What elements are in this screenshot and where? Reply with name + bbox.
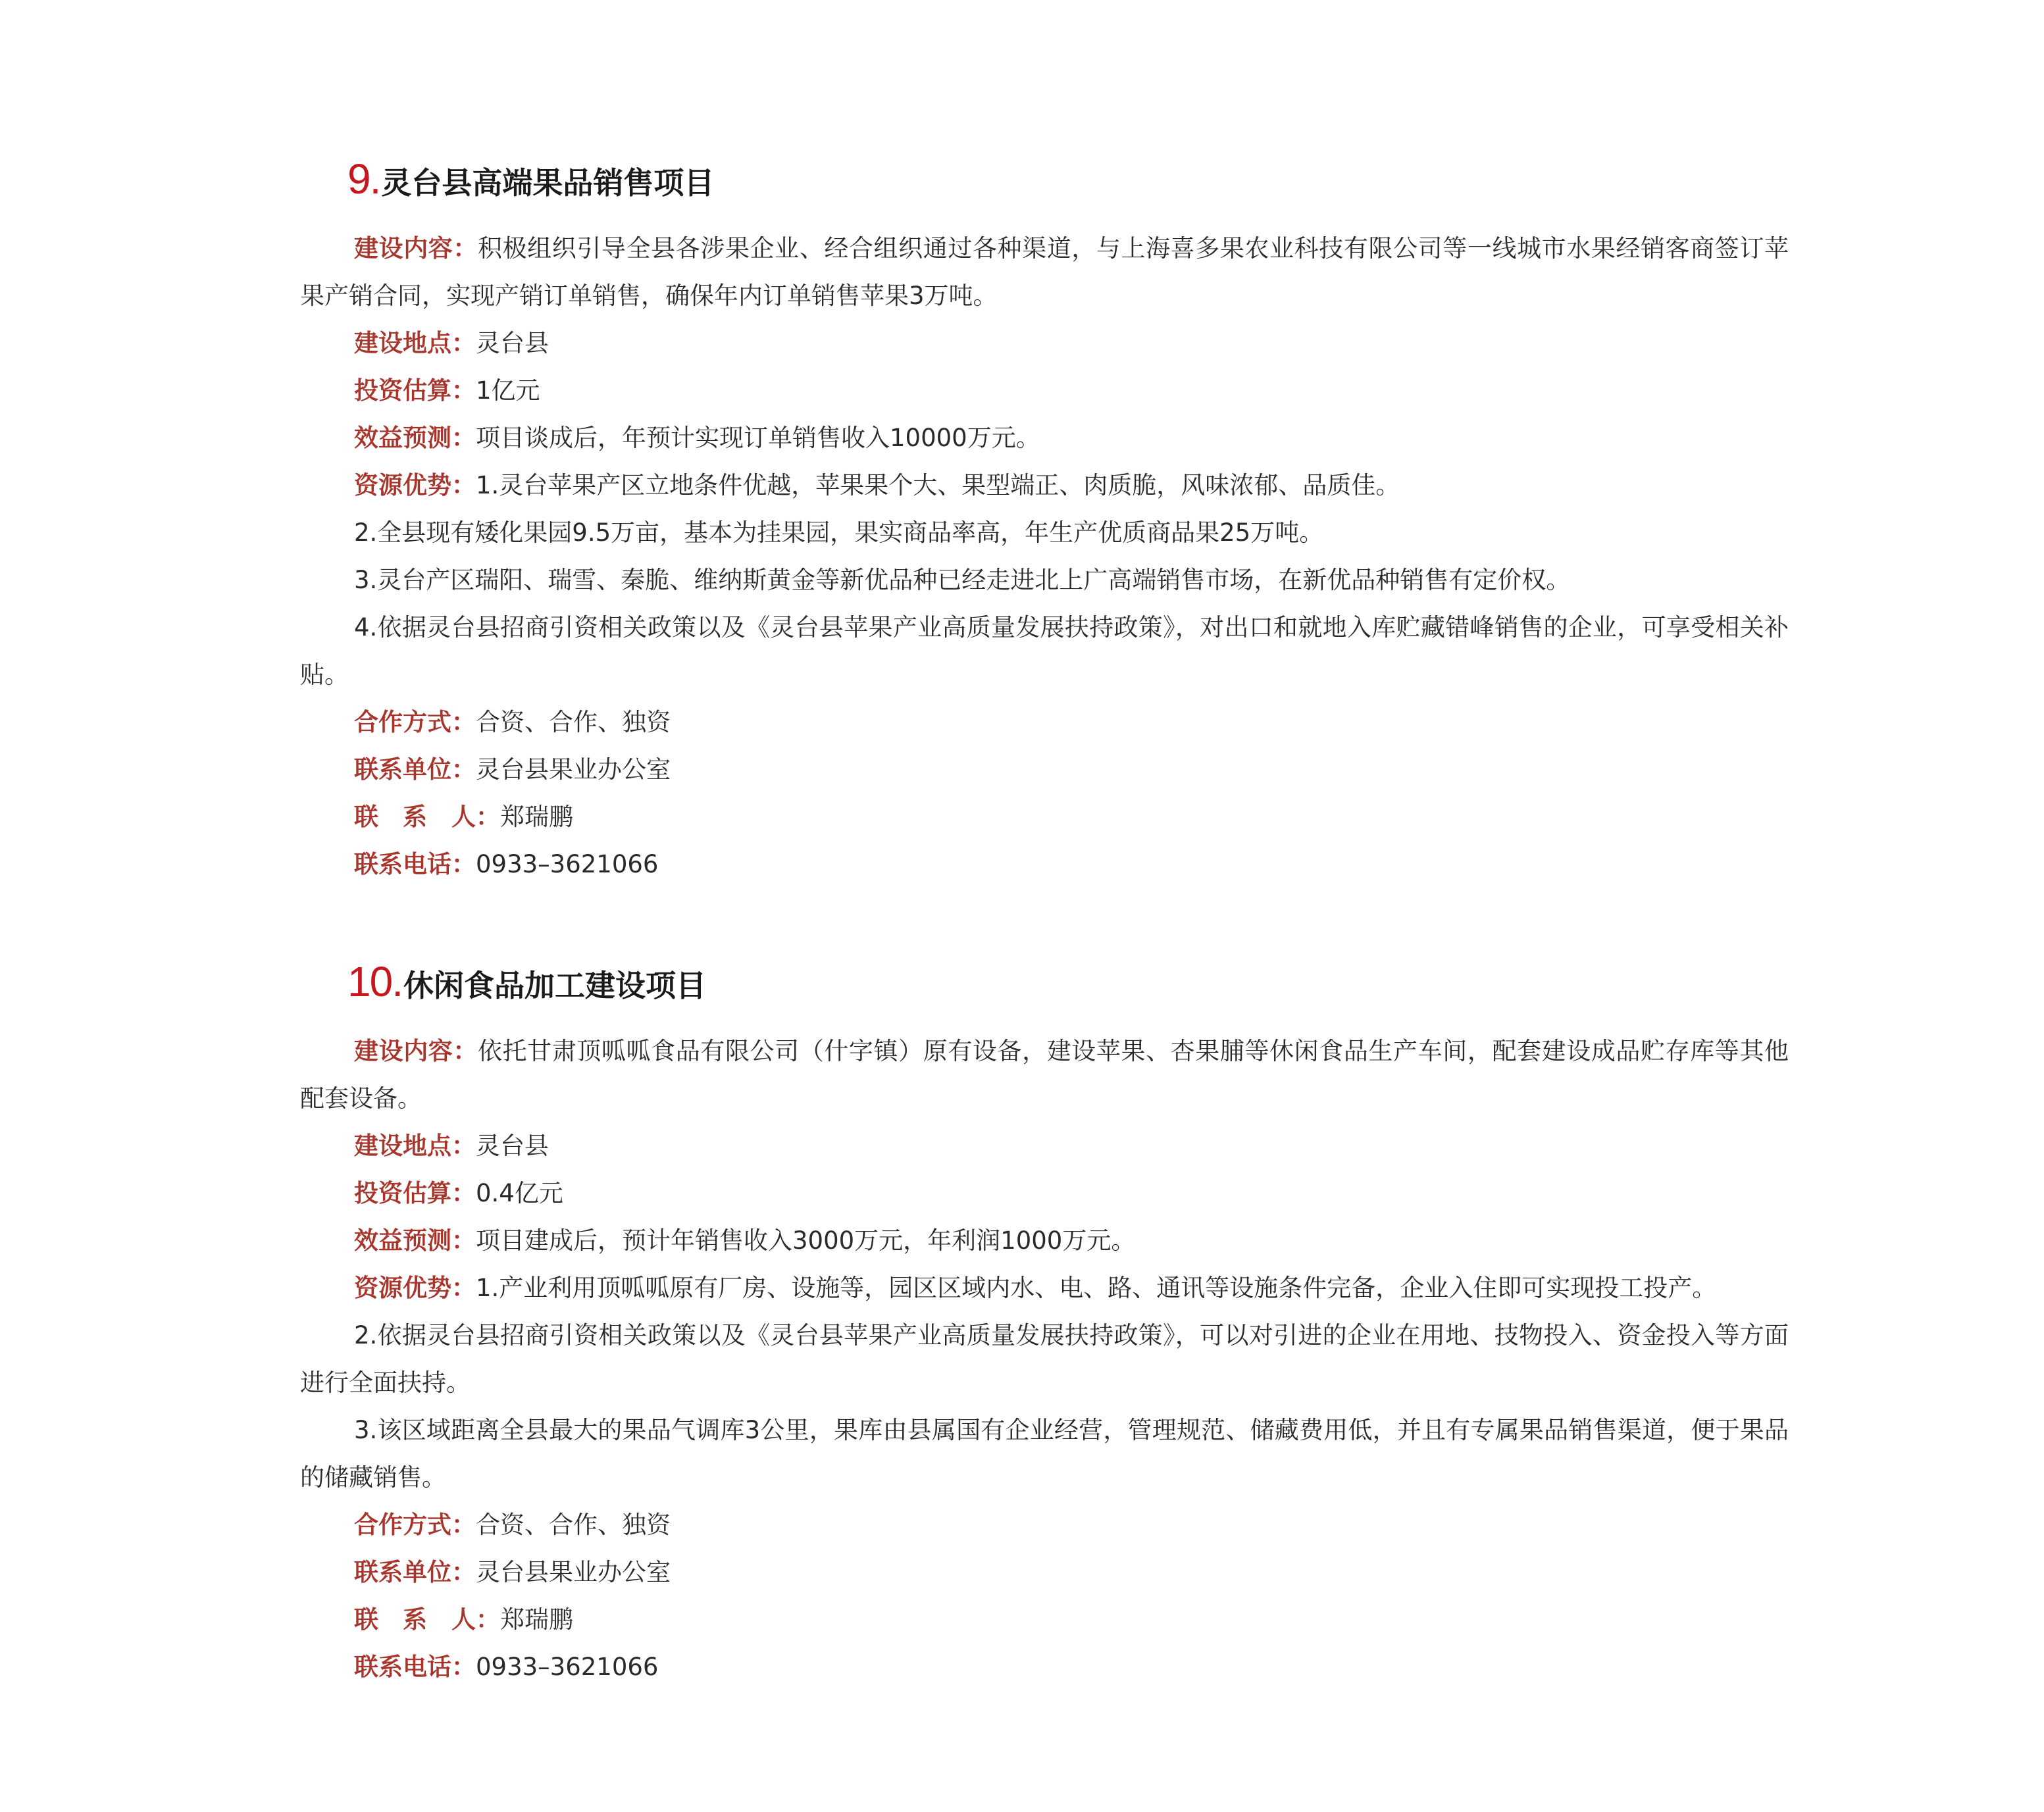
contact-person: [300, 793, 1789, 841]
contact-phone-value: 0933–3621066: [476, 1653, 659, 1681]
resource-advantage-item: 1.产业利用顶呱呱原有厂房、设施等，园区区域内水、电、路、通讯等设施条件完备，企业入住即可实现投工投产。: [476, 1274, 1717, 1302]
construction-content-label: 建设内容：: [354, 234, 478, 263]
benefit-forecast-value: 项目建成后，预计年销售收入3000万元，年利润1000万元。: [476, 1226, 1136, 1255]
resource-advantage-item: 2.依据灵台县招商引资相关政策以及《灵台县苹果产业高质量发展扶持政策》，可以对引进的企业在用地、技物投入、资金投入等方面进行全面扶持。: [300, 1321, 1789, 1397]
investment-estimate-value: 1亿元: [476, 376, 540, 405]
contact-person: [300, 1596, 1789, 1644]
cooperation-mode-value: 合资、合作、独资: [476, 1511, 671, 1539]
resource-advantage: [300, 462, 1789, 509]
resource-advantage-item: 1.灵台苹果产区立地条件优越，苹果果个大、果型端正、肉质脆，风味浓郁、品质佳。: [476, 471, 1400, 499]
contact-unit-value: 灵台县果业办公室: [476, 1558, 671, 1586]
contact-person-value: 郑瑞鹏: [500, 1605, 573, 1634]
contact-unit-label: 联系单位：: [354, 755, 476, 784]
benefit-forecast: [300, 1217, 1789, 1265]
cooperation-mode: [300, 699, 1789, 746]
project-heading: [347, 958, 1789, 1021]
resource-advantage-item: 2.全县现有矮化果园9.5万亩，基本为挂果园，果实商品率高，年生产优质商品果25万吨。: [354, 518, 1324, 547]
contact-phone-value: 0933–3621066: [476, 850, 659, 878]
project-number: 10.: [347, 958, 402, 1005]
benefit-forecast-value: 项目谈成后，年预计实现订单销售收入10000万元。: [476, 424, 1040, 452]
project-section-9: [300, 155, 1789, 888]
benefit-forecast-label: 效益预测：: [354, 1226, 476, 1255]
investment-estimate: [300, 1170, 1789, 1217]
investment-estimate-label: 投资估算：: [354, 1179, 476, 1207]
resource-advantage-label: 资源优势：: [354, 1274, 476, 1302]
construction-location-value: 灵台县: [476, 1132, 549, 1160]
resource-advantage-item: 3.该区域距离全县最大的果品气调库3公里，果库由县属国有企业经营，管理规范、储藏费用低，并且有专属果品销售渠道，便于果品的储藏销售。: [300, 1416, 1789, 1492]
cooperation-mode-value: 合资、合作、独资: [476, 708, 671, 736]
construction-content: [300, 225, 1789, 320]
construction-content: [300, 1028, 1789, 1122]
project-section-10: [300, 958, 1789, 1691]
construction-location: [300, 320, 1789, 367]
project-heading: [347, 155, 1789, 218]
project-number: 9.: [347, 155, 380, 203]
construction-content-value: 依托甘肃顶呱呱食品有限公司（什字镇）原有设备，建设苹果、杏果脯等休闲食品生产车间，配套建设成品贮存库等其他配套设备。: [300, 1037, 1789, 1113]
construction-content-label: 建设内容：: [354, 1037, 478, 1065]
resource-advantage-item: 4.依据灵台县招商引资相关政策以及《灵台县苹果产业高质量发展扶持政策》，对出口和就地入库贮藏错峰销售的企业，可享受相关补贴。: [300, 613, 1789, 689]
construction-location-label: 建设地点：: [354, 1132, 476, 1160]
document-page: [300, 155, 1789, 1691]
contact-unit: [300, 746, 1789, 793]
project-title: 休闲食品加工建设项目: [403, 968, 706, 1003]
benefit-forecast: [300, 415, 1789, 462]
resource-advantage-item: 3.灵台产区瑞阳、瑞雪、秦脆、维纳斯黄金等新优品种已经走进北上广高端销售市场，在新优品种销售有定价权。: [354, 566, 1571, 594]
construction-location-value: 灵台县: [476, 329, 549, 357]
cooperation-mode: [300, 1501, 1789, 1549]
project-title: 灵台县高端果品销售项目: [381, 165, 715, 201]
cooperation-mode-label: 合作方式：: [354, 1511, 476, 1539]
contact-phone-label: 联系电话：: [354, 1653, 476, 1681]
contact-person-label: 联 系 人：: [354, 1605, 500, 1634]
construction-location: [300, 1122, 1789, 1170]
investment-estimate-value: 0.4亿元: [476, 1179, 563, 1207]
cooperation-mode-label: 合作方式：: [354, 708, 476, 736]
contact-phone: [300, 841, 1789, 888]
contact-person-label: 联 系 人：: [354, 803, 500, 831]
construction-content-value: 积极组织引导全县各涉果企业、经合组织通过各种渠道，与上海喜多果农业科技有限公司等一线城市水果经销客商签订苹果产销合同，实现产销订单销售，确保年内订单销售苹果3万吨。: [300, 234, 1789, 310]
contact-unit-label: 联系单位：: [354, 1558, 476, 1586]
contact-unit: [300, 1549, 1789, 1596]
investment-estimate-label: 投资估算：: [354, 376, 476, 405]
contact-unit-value: 灵台县果业办公室: [476, 755, 671, 784]
contact-phone: [300, 1644, 1789, 1691]
construction-location-label: 建设地点：: [354, 329, 476, 357]
contact-person-value: 郑瑞鹏: [500, 803, 573, 831]
resource-advantage: [300, 1265, 1789, 1312]
contact-phone-label: 联系电话：: [354, 850, 476, 878]
resource-advantage-label: 资源优势：: [354, 471, 476, 499]
investment-estimate: [300, 367, 1789, 415]
benefit-forecast-label: 效益预测：: [354, 424, 476, 452]
